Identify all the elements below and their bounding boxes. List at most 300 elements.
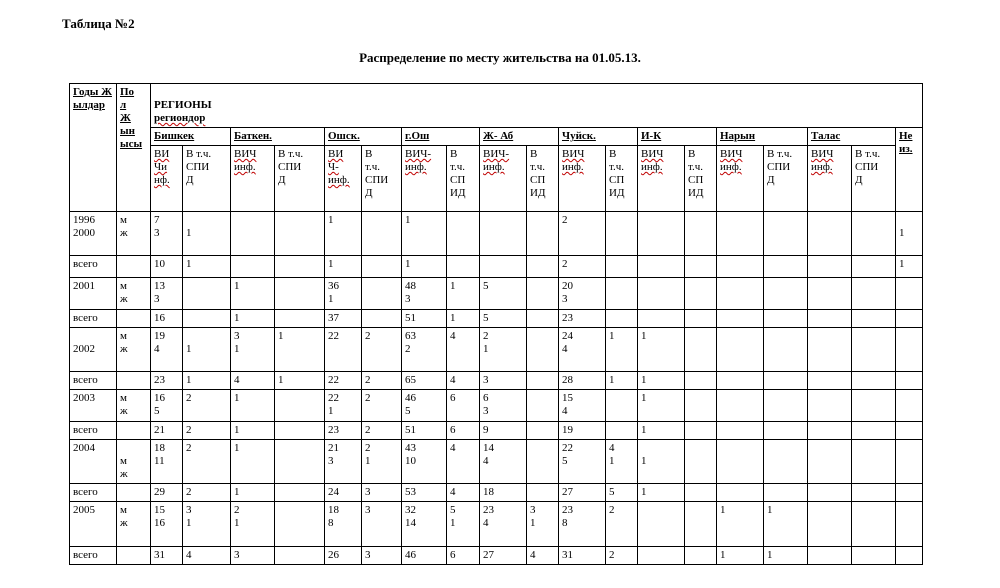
table-cell [231,212,275,256]
table-cell: 1996 2000 [70,212,117,256]
table-cell: 3 1 [183,502,231,547]
year-row [70,390,923,422]
table-cell: 21 [151,422,183,440]
table-cell [606,390,638,422]
table-cell [896,372,923,390]
table-cell: 1 [638,422,685,440]
table-cell [852,256,896,278]
table-cell [808,390,852,422]
table-cell: 1 [717,547,764,565]
header-row-subheaders [70,146,923,212]
table-cell [717,256,764,278]
table-cell: 4 [447,440,480,484]
table-cell: 2 [362,372,402,390]
table-cell [717,212,764,256]
year-row [70,212,923,256]
table-cell [117,422,151,440]
table-cell: 4 [527,547,559,565]
table-cell [527,212,559,256]
table-cell [852,390,896,422]
table-cell [717,390,764,422]
table-cell: 2004 [70,440,117,484]
table-cell: 16 5 [151,390,183,422]
table-cell: 63 2 [402,328,447,372]
table-cell [638,278,685,310]
table-cell: 2 1 [362,440,402,484]
table-cell: 6 [447,422,480,440]
year-row [70,278,923,310]
table-cell [117,547,151,565]
table-cell [183,310,231,328]
table-cell [852,440,896,484]
table-cell [764,440,808,484]
table-cell: м ж [117,328,151,372]
table-cell: 1 [275,372,325,390]
table-cell [480,256,527,278]
table-cell: 2003 [70,390,117,422]
hiv-infected-header-8: ВИЧ инф. [808,146,852,212]
table-cell [685,212,717,256]
table-cell [638,310,685,328]
hiv-infected-header-6: ВИЧ инф. [638,146,685,212]
regions-title-kg: региондор [154,112,206,124]
table-cell [808,278,852,310]
table-cell: 53 [402,484,447,502]
table-cell: 4 [231,372,275,390]
hiv-infected-header-2: ВИ Ч- инф. [325,146,362,212]
hiv-infected-header-3: ВИЧ- инф. [402,146,447,212]
table-cell: 2 [183,440,231,484]
table-cell [685,422,717,440]
table-cell: 6 [447,390,480,422]
table-cell: 1 [896,256,923,278]
table-cell: 3 1 [527,502,559,547]
table-cell: 27 [559,484,606,502]
table-cell [638,502,685,547]
table-cell [117,256,151,278]
table-cell [764,278,808,310]
table-number-label: Таблица №2 [62,16,135,31]
table-cell: 2 [362,390,402,422]
table-cell: 2005 [70,502,117,547]
table-cell: 18 [480,484,527,502]
table-cell [275,256,325,278]
table-cell: 2 [183,390,231,422]
table-cell [764,256,808,278]
total-row [70,256,923,278]
table-cell [117,372,151,390]
table-cell: 1 [606,328,638,372]
table-cell [852,212,896,256]
table-cell: 4 [447,372,480,390]
table-cell [717,328,764,372]
region-header-1: Баткен. [231,128,325,146]
table-cell: 65 [402,372,447,390]
table-cell [717,372,764,390]
table-cell [638,212,685,256]
table-cell: 43 10 [402,440,447,484]
table-cell: 51 [402,422,447,440]
years-header: Годы Жылдар [70,84,117,212]
table-cell: 1 [447,278,480,310]
hiv-infected-header-4: ВИЧ- инф. [480,146,527,212]
table-cell: 1 [231,422,275,440]
table-cell: 7 3 [151,212,183,256]
table-cell [896,328,923,372]
table-cell: всего [70,547,117,565]
table-cell: 5 [606,484,638,502]
table-cell: 22 5 [559,440,606,484]
table-cell [606,256,638,278]
table-cell [685,372,717,390]
table-cell: м ж [117,212,151,256]
table-cell: 13 3 [151,278,183,310]
table-cell: 1 [325,256,362,278]
table-cell [896,440,923,484]
table-cell [685,278,717,310]
unknown-header: Не из. [896,128,923,212]
table-cell: 28 [559,372,606,390]
table-cell: 51 [402,310,447,328]
hiv-infected-header-0: ВИ Чи нф. [151,146,183,212]
table-cell [717,440,764,484]
table-cell [447,212,480,256]
total-row [70,372,923,390]
document-title: Распределение по месту жительства на 01.05.13. [359,50,641,65]
region-header-0: Бишкек [151,128,231,146]
table-cell [447,256,480,278]
table-cell: 2 [606,502,638,547]
table-cell [896,310,923,328]
total-row [70,422,923,440]
table-cell [275,278,325,310]
table-cell: 37 [325,310,362,328]
total-row [70,484,923,502]
table-cell [808,440,852,484]
table-cell: 1 [764,547,808,565]
table-cell [896,484,923,502]
table-cell [764,484,808,502]
table-cell: 48 3 [402,278,447,310]
regions-title: РЕГИОНЫ [154,99,212,111]
table-cell: 3 1 [231,328,275,372]
region-header-5: Чуйск. [559,128,638,146]
table-cell [717,310,764,328]
table-cell [527,484,559,502]
table-cell: 15 4 [559,390,606,422]
table-cell: 18 11 [151,440,183,484]
table-cell: 32 14 [402,502,447,547]
table-cell: 31 [559,547,606,565]
table-cell: 1 [231,310,275,328]
table-cell: 23 8 [559,502,606,547]
table-cell: всего [70,372,117,390]
table-cell [852,422,896,440]
table-cell: 24 4 [559,328,606,372]
table-cell [362,256,402,278]
table-cell: 2 [362,328,402,372]
table-cell [685,310,717,328]
table-cell [764,372,808,390]
table-cell [527,440,559,484]
table-cell: 23 [151,372,183,390]
table-cell: 1 [638,440,685,484]
table-cell [764,422,808,440]
table-cell: 1 [638,484,685,502]
table-cell: 1 [275,328,325,372]
table-cell [717,484,764,502]
table-cell: 1 [231,440,275,484]
table-cell: всего [70,484,117,502]
aids-header-0: В т.ч. СПИ Д [183,146,231,212]
aids-header-8: В т.ч. СПИ Д [852,146,896,212]
table-cell: 5 [480,278,527,310]
table-cell: 6 [447,547,480,565]
table-cell: 22 1 [325,390,362,422]
table-cell [606,212,638,256]
table-cell: 1 [896,212,923,256]
table-cell: 1 [638,372,685,390]
table-cell: 2001 [70,278,117,310]
table-cell: 22 [325,372,362,390]
table-cell: 1 [764,502,808,547]
table-cell: 3 [231,547,275,565]
table-cell [685,547,717,565]
table-cell: 2002 [70,328,117,372]
table-cell: 4 [183,547,231,565]
table-cell [685,484,717,502]
table-cell: 4 1 [606,440,638,484]
table-cell [275,422,325,440]
table-cell [606,310,638,328]
table-cell [852,328,896,372]
table-cell: 36 1 [325,278,362,310]
table-cell [606,422,638,440]
table-cell [275,212,325,256]
table-cell [685,328,717,372]
table-cell: 1 [231,390,275,422]
table-cell [480,212,527,256]
table-cell: 46 [402,547,447,565]
table-cell: 20 3 [559,278,606,310]
table-cell: 16 [151,310,183,328]
hiv-infected-header-1: ВИЧ инф. [231,146,275,212]
region-header-6: И-К [638,128,717,146]
table-cell: 1 [183,212,231,256]
header-row-top [70,84,923,128]
table-cell [852,372,896,390]
table-cell: 19 4 [151,328,183,372]
table-cell [275,440,325,484]
table-cell [275,390,325,422]
table-cell: 1 [183,256,231,278]
table-cell: 1 [183,328,231,372]
table-cell [852,502,896,547]
table-cell [896,422,923,440]
table-cell [275,547,325,565]
sex-header: По л Ж ын ысы [117,84,151,212]
table-cell: 1 [606,372,638,390]
table-cell: всего [70,256,117,278]
table-cell: 24 [325,484,362,502]
aids-header-7: В т.ч. СПИ Д [764,146,808,212]
table-cell [896,278,923,310]
table-cell [808,484,852,502]
aids-header-6: В т.ч. СП ИД [685,146,717,212]
distribution-table [69,83,923,565]
table-cell: 29 [151,484,183,502]
table-cell: 26 [325,547,362,565]
table-cell: 27 [480,547,527,565]
table-cell [852,484,896,502]
table-cell [764,328,808,372]
hiv-infected-header-5: ВИЧ инф. [559,146,606,212]
table-cell [808,212,852,256]
table-cell [685,440,717,484]
table-cell: 22 [325,328,362,372]
table-cell: 19 [559,422,606,440]
table-cell [808,310,852,328]
table-cell: всего [70,310,117,328]
year-row [70,502,923,547]
aids-header-4: В т.ч. СП ИД [527,146,559,212]
table-cell: 1 [231,484,275,502]
table-cell: 23 4 [480,502,527,547]
table-cell: 2 [362,422,402,440]
table-cell: м ж [117,390,151,422]
table-cell [183,278,231,310]
total-row [70,547,923,565]
table-cell [638,547,685,565]
table-cell: 3 [362,484,402,502]
table-cell [852,278,896,310]
table-cell [808,328,852,372]
table-cell: 1 [325,212,362,256]
table-cell [117,310,151,328]
table-cell: 2 [183,422,231,440]
region-header-8: Талас [808,128,896,146]
table-cell [117,484,151,502]
table-cell [852,547,896,565]
table-cell [896,390,923,422]
table-cell: 9 [480,422,527,440]
table-cell [896,547,923,565]
regions-header [151,84,923,128]
table-cell: 1 [717,502,764,547]
aids-header-3: В т.ч. СП ИД [447,146,480,212]
table-cell: м ж [117,502,151,547]
table-cell [362,278,402,310]
table-cell [717,422,764,440]
region-header-4: Ж- Аб [480,128,559,146]
table-cell [685,502,717,547]
hiv-infected-header-7: ВИЧ инф. [717,146,764,212]
table-cell: 21 3 [325,440,362,484]
table-cell: 5 [480,310,527,328]
table-cell [527,310,559,328]
table-cell: 3 [362,502,402,547]
table-cell: 5 1 [447,502,480,547]
table-cell: 15 16 [151,502,183,547]
table-cell: 1 [183,372,231,390]
table-cell: 2 [559,212,606,256]
table-cell: 2 [559,256,606,278]
aids-header-2: В т.ч. СПИ Д [362,146,402,212]
table-cell: 1 [231,278,275,310]
table-cell [808,372,852,390]
table-cell [764,310,808,328]
table-cell: 1 [447,310,480,328]
table-cell: м ж [117,440,151,484]
table-cell [638,256,685,278]
table-cell [808,547,852,565]
table-cell: 1 [402,256,447,278]
table-cell: 4 [447,328,480,372]
year-row [70,440,923,484]
table-cell [808,256,852,278]
table-cell: м ж [117,278,151,310]
table-cell [606,278,638,310]
table-cell: 2 1 [480,328,527,372]
table-cell [275,310,325,328]
table-cell [527,328,559,372]
table-cell: 10 [151,256,183,278]
table-cell [764,212,808,256]
table-cell [808,422,852,440]
table-cell: 2 1 [231,502,275,547]
region-header-3: г.Ош [402,128,480,146]
table-cell: 1 [638,390,685,422]
table-cell [685,256,717,278]
table-cell: 2 [606,547,638,565]
table-cell: 3 [480,372,527,390]
table-cell: 1 [638,328,685,372]
table-cell [527,390,559,422]
table-cell: 46 5 [402,390,447,422]
year-row [70,328,923,372]
table-cell [527,372,559,390]
table-cell [527,422,559,440]
table-cell [527,256,559,278]
header-row-regions [70,128,923,146]
table-cell: всего [70,422,117,440]
table-cell: 3 [362,547,402,565]
region-header-7: Нарын [717,128,808,146]
total-row [70,310,923,328]
table-cell [685,390,717,422]
table-cell: 23 [325,422,362,440]
table-cell: 1 [402,212,447,256]
table-cell [362,310,402,328]
table-cell [852,310,896,328]
table-cell [231,256,275,278]
table-cell [808,502,852,547]
aids-header-5: В т.ч. СП ИД [606,146,638,212]
table-cell: 31 [151,547,183,565]
table-cell: 4 [447,484,480,502]
table-cell [527,278,559,310]
table-cell: 18 8 [325,502,362,547]
table-cell [717,278,764,310]
table-cell [362,212,402,256]
table-cell: 23 [559,310,606,328]
table-cell [764,390,808,422]
table-cell: 2 [183,484,231,502]
table-cell: 6 3 [480,390,527,422]
region-header-2: Ошск. [325,128,402,146]
table-cell [275,484,325,502]
table-cell [275,502,325,547]
